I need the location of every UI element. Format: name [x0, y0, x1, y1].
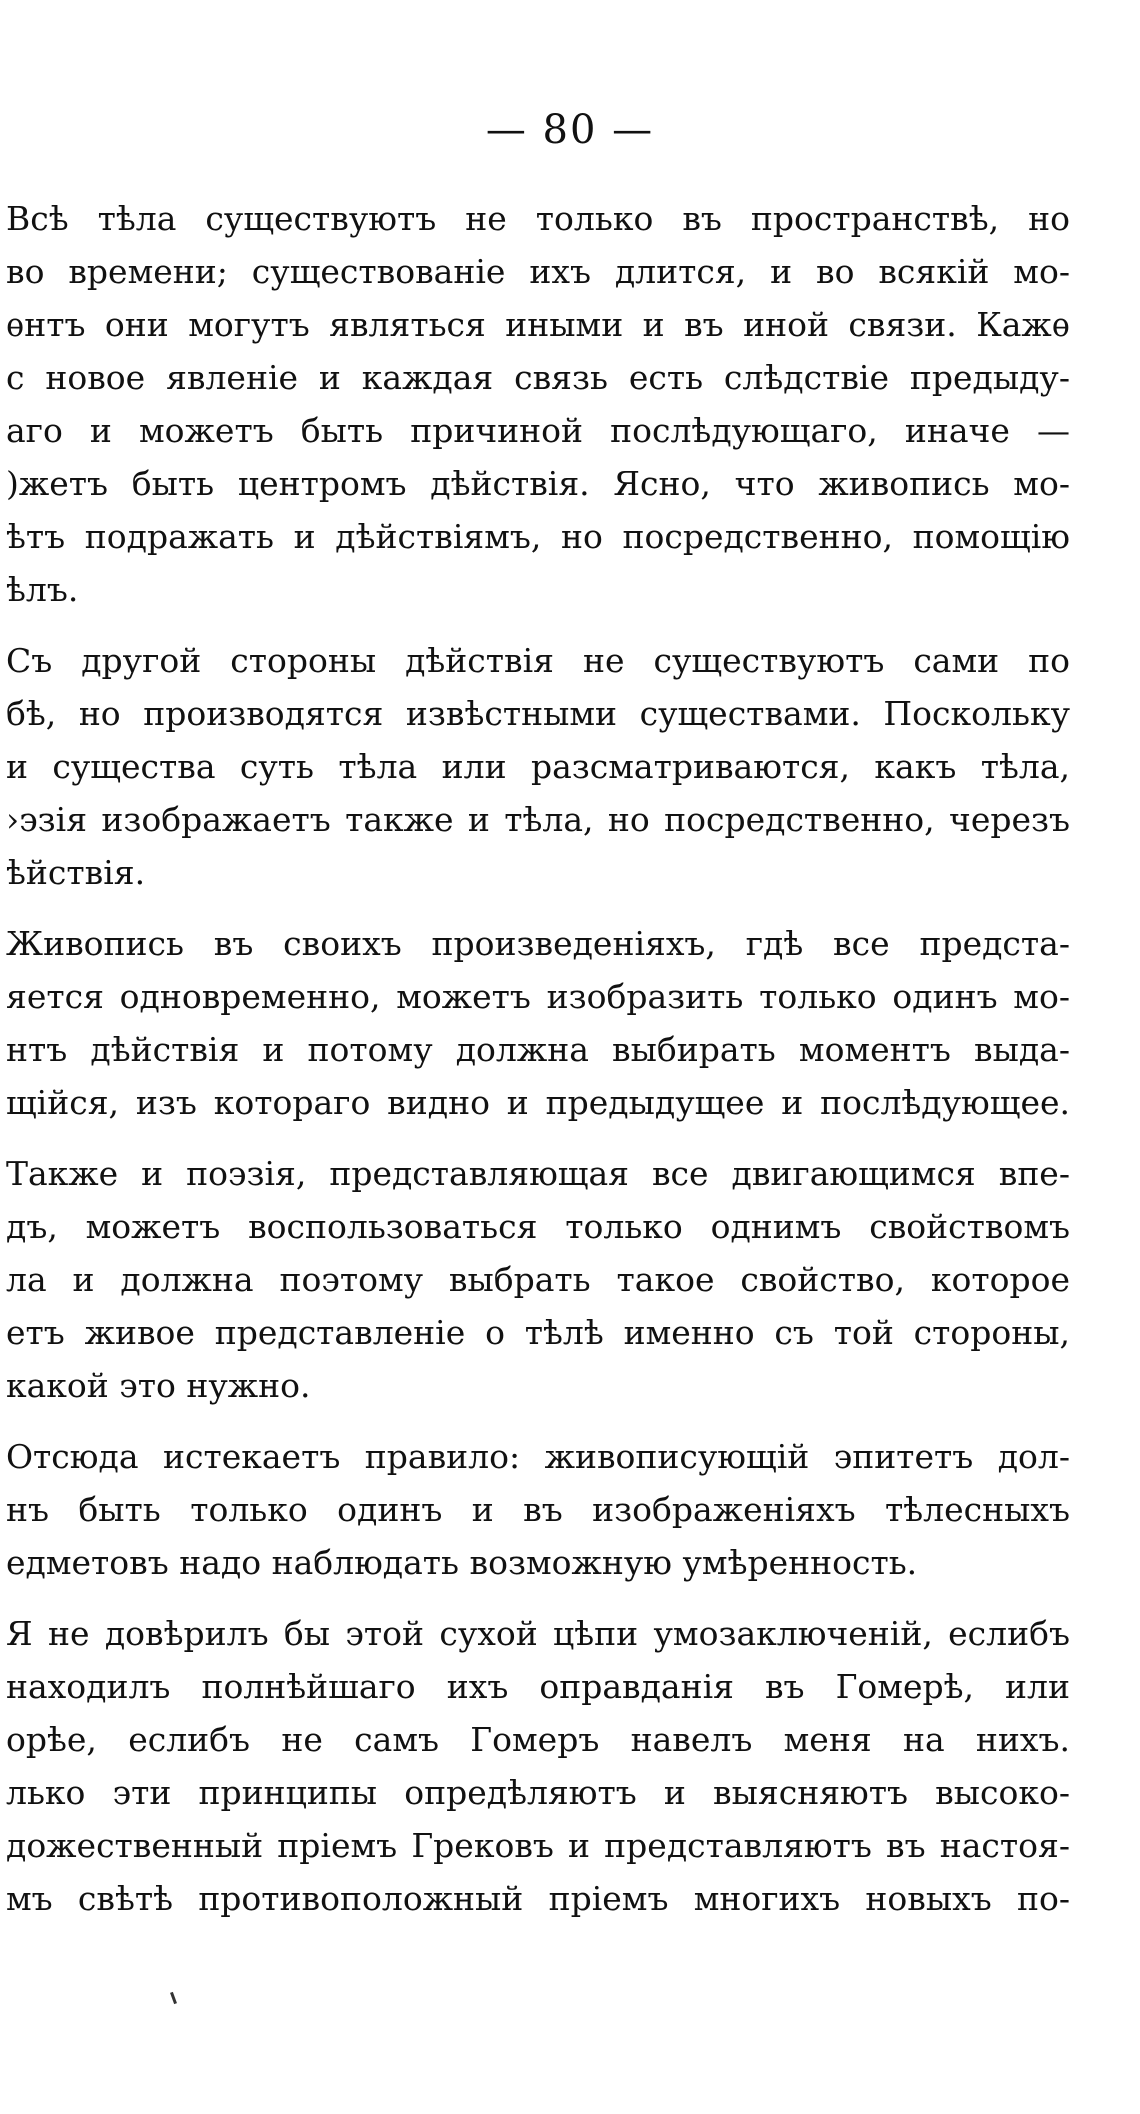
text-line: нтъ дѣйствія и потому должна выбирать моментъ выда-: [6, 1030, 1070, 1069]
text-line: мъ свѣтѣ противоположный пріемъ многихъ новыхъ по-: [6, 1879, 1070, 1918]
text-line: какой это нужно.: [6, 1366, 311, 1405]
text-line: Съ другой стороны дѣйствія не существуютъ сами по: [6, 641, 1070, 680]
text-line: орѣе, еслибъ не самъ Гомеръ навелъ меня на нихъ.: [6, 1720, 1070, 1759]
body-text: [6, 192, 1070, 1943]
text-line: Живопись въ своихъ произведеніяхъ, гдѣ все предста-: [6, 924, 1070, 963]
text-line: Также и поэзія, представляющая все двигающимся впе-: [6, 1154, 1070, 1193]
text-line: ѣлъ.: [6, 570, 79, 609]
text-line: Всѣ тѣла существуютъ не только въ пространствѣ, но: [6, 199, 1070, 238]
text-line: аго и можетъ быть причиной послѣдующаго, иначе —: [6, 411, 1070, 450]
text-line: яется одновременно, можетъ изобразить только одинъ мо-: [6, 977, 1070, 1016]
text-line: ѣтъ подражать и дѣйствіямъ, но посредственно, помощію: [6, 517, 1070, 556]
text-line: с новое явленіе и каждая связь есть слѣдствіе предыду-: [6, 358, 1070, 397]
text-line: щійся, изъ котораго видно и предыдущее и послѣдующее.: [6, 1083, 1070, 1122]
text-line: ѳнтъ они могутъ являться иными и въ иной связи. Кажѳ: [6, 305, 1070, 344]
text-line: во времени; существованіе ихъ длится, и во всякій мо-: [6, 252, 1070, 291]
text-line: и существа суть тѣла или разсматриваются, какъ тѣла,: [6, 747, 1070, 786]
text-line: )жетъ быть центромъ дѣйствія. Ясно, что живопись мо-: [6, 464, 1070, 503]
text-line: ла и должна поэтому выбрать такое свойство, которое: [6, 1260, 1070, 1299]
paragraph: [6, 917, 1070, 1129]
text-line: дожественный пріемъ Грековъ и представляютъ въ настоя-: [6, 1826, 1070, 1865]
ink-speck: [170, 1992, 177, 2004]
text-line: ›эзія изображаетъ также и тѣла, но посредственно, черезъ: [6, 800, 1070, 839]
text-line: находилъ полнѣйшаго ихъ оправданія въ Гомерѣ, или: [6, 1667, 1070, 1706]
text-line: дъ, можетъ воспользоваться только однимъ свойствомъ: [6, 1207, 1070, 1246]
text-line: лько эти принципы опредѣляютъ и выясняютъ высоко-: [6, 1773, 1070, 1812]
text-line: нъ быть только одинъ и въ изображеніяхъ тѣлесныхъ: [6, 1490, 1070, 1529]
text-line: етъ живое представленіе о тѣлѣ именно съ той стороны,: [6, 1313, 1070, 1352]
text-line: Я не довѣрилъ бы этой сухой цѣпи умозаключеній, еслибъ: [6, 1614, 1070, 1653]
paragraph: [6, 634, 1070, 899]
paragraph: [6, 1607, 1070, 1925]
text-line: ѣйствія.: [6, 853, 146, 892]
paragraph: [6, 1430, 1070, 1589]
text-line: едметовъ надо наблюдать возможную умѣренность.: [6, 1543, 918, 1582]
paragraph: [6, 1147, 1070, 1412]
text-line: Отсюда истекаетъ правило: живописующій эпитетъ дол-: [6, 1437, 1070, 1476]
page-number: — 80 —: [485, 107, 655, 153]
paragraph: [6, 192, 1070, 616]
text-line: бѣ, но производятся извѣстными существами. Поскольку: [6, 694, 1070, 733]
